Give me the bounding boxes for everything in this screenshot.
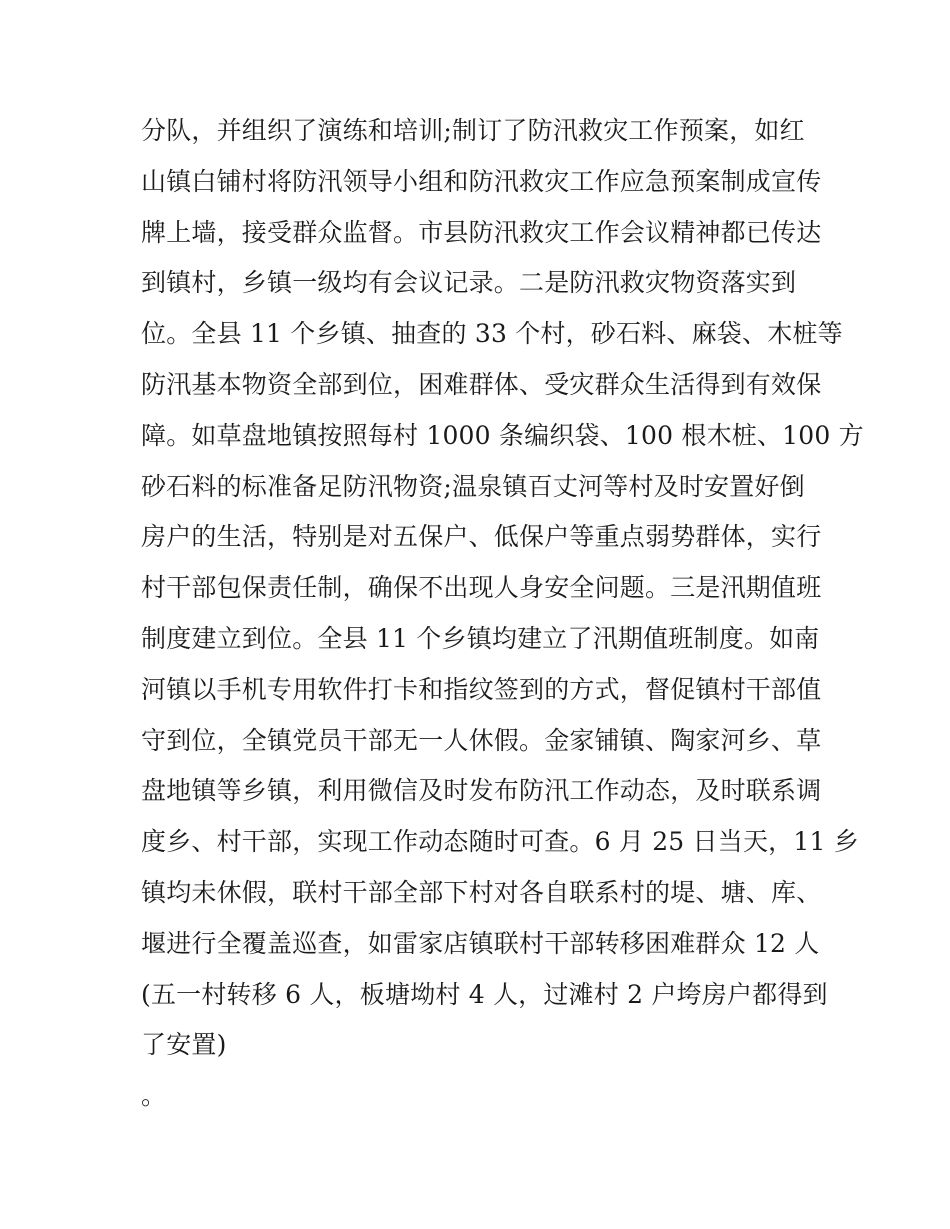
text-line: 牌上墙，接受群众监督。市县防汛救灾工作会议精神都已传达 xyxy=(141,217,822,247)
text-line: 守到位，全镇党员干部无一人休假。金家铺镇、陶家河乡、草 xyxy=(141,725,822,755)
text-line: 到镇村，乡镇一级均有会议记录。二是防汛救灾物资落实到 xyxy=(141,268,797,298)
text-line: 制度建立到位。全县 11 个乡镇均建立了汛期值班制度。如南 xyxy=(141,623,820,653)
text-line: 河镇以手机专用软件打卡和指纹签到的方式，督促镇村干部值 xyxy=(141,674,822,704)
text-line: 分队，并组织了演练和培训;制订了防汛救灾工作预案，如红 xyxy=(141,116,805,145)
text-line: 位。全县 11 个乡镇、抽查的 33 个村，砂石料、麻袋、木桩等 xyxy=(141,319,843,349)
body-text xyxy=(141,106,864,1122)
text-line: 。 xyxy=(141,1081,167,1111)
text-line: 了安置) xyxy=(141,1030,227,1060)
text-line: 村干部包保责任制，确保不出现人身安全问题。三是汛期值班 xyxy=(141,573,822,603)
text-line: 防汛基本物资全部到位，困难群体、受灾群众生活得到有效保 xyxy=(141,369,822,399)
text-line: 镇均未休假，联村干部全部下村对各自联系村的堤、塘、库、 xyxy=(141,877,822,907)
text-line: 山镇白铺村将防汛领导小组和防汛救灾工作应急预案制成宣传 xyxy=(141,166,822,196)
text-line: 砂石料的标准备足防汛物资;温泉镇百丈河等村及时安置好倒 xyxy=(141,471,805,501)
text-line: 度乡、村干部，实现工作动态随时可查。6 月 25 日当天，11 乡 xyxy=(141,827,859,857)
text-line: 堰进行全覆盖巡查，如雷家店镇联村干部转移困难群众 12 人 xyxy=(141,928,820,958)
text-line: 盘地镇等乡镇，利用微信及时发布防汛工作动态，及时联系调 xyxy=(141,776,822,806)
text-line: 房户的生活，特别是对五保户、低保户等重点弱势群体，实行 xyxy=(141,522,822,552)
text-line: (五一村转移 6 人，板塘坳村 4 人，过滩村 2 户垮房户都得到 xyxy=(141,979,828,1009)
text-line: 障。如草盘地镇按照每村 1000 条编织袋、100 根木桩、100 方 xyxy=(141,420,864,450)
